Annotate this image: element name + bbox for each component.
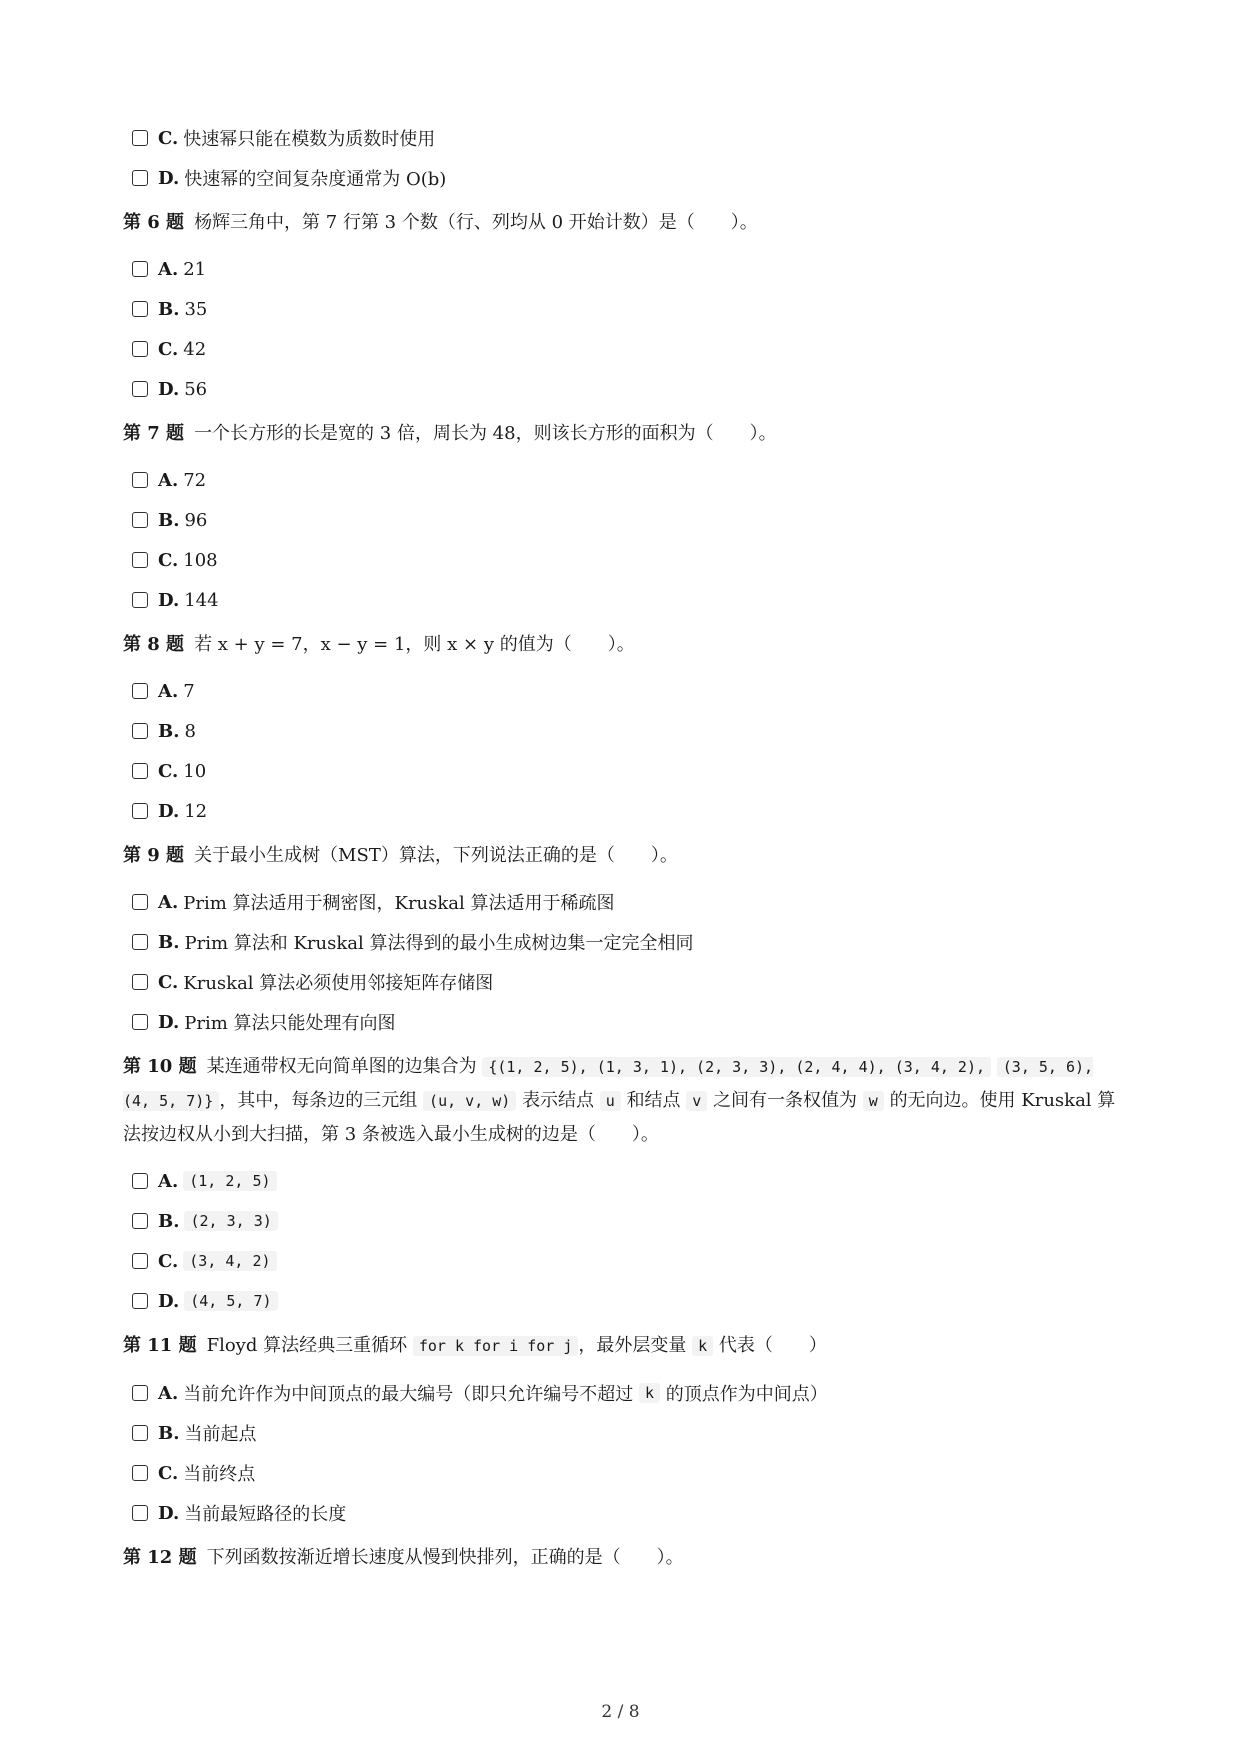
option-label: C. <box>158 549 179 571</box>
option-label: D. <box>158 1290 180 1312</box>
checkbox[interactable] <box>132 1505 148 1521</box>
q7-option-a[interactable] <box>123 460 1123 500</box>
option-code: (1, 2, 5) <box>183 1171 276 1191</box>
q8-option-a[interactable] <box>123 671 1123 711</box>
question-text: ，最外层变量 <box>578 1335 687 1356</box>
option-text: Prim 算法只能处理有向图 <box>184 1013 396 1034</box>
option-text: 21 <box>183 258 207 280</box>
checkbox[interactable] <box>132 552 148 568</box>
edge-set-code-cont: (3, 5, 6), (4, 5, 7)} <box>123 1058 1094 1110</box>
question-number: 第 6 题 <box>123 212 185 233</box>
option-label: B. <box>158 1422 180 1444</box>
question-number: 第 11 题 <box>123 1335 197 1356</box>
option-code: (3, 4, 2) <box>183 1251 276 1271</box>
option-text: 当前允许作为中间顶点的最大编号（即只允许编号不超过 <box>183 1384 634 1405</box>
checkbox[interactable] <box>132 512 148 528</box>
q8-option-b[interactable] <box>123 711 1123 751</box>
checkbox[interactable] <box>132 472 148 488</box>
option-c-prev[interactable] <box>123 118 1123 158</box>
option-text: 快速幂只能在模数为质数时使用 <box>183 129 436 150</box>
option-label: C. <box>158 338 179 360</box>
checkbox[interactable] <box>132 381 148 397</box>
question-number: 第 7 题 <box>123 423 185 444</box>
checkbox[interactable] <box>132 1425 148 1441</box>
option-text: 42 <box>183 338 207 360</box>
checkbox[interactable] <box>132 301 148 317</box>
question-text: ，其中，每条边的三元组 <box>219 1090 418 1111</box>
option-label: B. <box>158 298 180 320</box>
triple-code: (u, v, w) <box>423 1091 516 1111</box>
q11-option-d[interactable] <box>123 1493 1123 1533</box>
question-text: 下列函数按渐近增长速度从慢到快排列，正确的是（ ）。 <box>206 1547 684 1568</box>
question-text: 某连通带权无向简单图的边集合为 <box>206 1056 477 1077</box>
q10-option-d[interactable] <box>123 1281 1123 1321</box>
checkbox[interactable] <box>132 1213 148 1229</box>
checkbox[interactable] <box>132 1014 148 1030</box>
option-text: 96 <box>184 509 208 531</box>
question-text: 杨辉三角中，第 7 行第 3 个数（行、列均从 0 开始计数）是（ ）。 <box>194 212 758 233</box>
loop-code: for k for i for j <box>413 1336 579 1356</box>
checkbox[interactable] <box>132 1293 148 1309</box>
question-text: 表示结点 <box>522 1090 595 1111</box>
option-text: 的顶点作为中间点） <box>665 1384 828 1405</box>
option-text: Prim 算法适用于稠密图，Kruskal 算法适用于稀疏图 <box>183 893 615 914</box>
option-text: 108 <box>183 549 218 571</box>
q7-option-c[interactable] <box>123 540 1123 580</box>
option-text: 72 <box>183 469 207 491</box>
checkbox[interactable] <box>132 170 148 186</box>
q11-option-a[interactable] <box>123 1373 1123 1413</box>
question-text: 一个长方形的长是宽的 3 倍，周长为 48，则该长方形的面积为（ ）。 <box>194 423 777 444</box>
checkbox[interactable] <box>132 894 148 910</box>
q10-option-c[interactable] <box>123 1241 1123 1281</box>
option-code: (2, 3, 3) <box>184 1211 277 1231</box>
question-number: 第 12 题 <box>123 1547 197 1568</box>
option-label: B. <box>158 509 180 531</box>
q11-option-b[interactable] <box>123 1413 1123 1453</box>
question-number: 第 9 题 <box>123 845 185 866</box>
option-label: C. <box>158 971 179 993</box>
q9-option-c[interactable] <box>123 962 1123 1002</box>
option-label: D. <box>158 167 180 189</box>
q7-option-b[interactable] <box>123 500 1123 540</box>
checkbox[interactable] <box>132 261 148 277</box>
checkbox[interactable] <box>132 683 148 699</box>
q6-option-a[interactable] <box>123 249 1123 289</box>
question-7 <box>123 417 1123 450</box>
question-text: 代表（ ） <box>718 1335 827 1356</box>
option-label: A. <box>158 680 179 702</box>
option-label: D. <box>158 1011 180 1033</box>
edge-set-code: {(1, 2, 5), (1, 3, 1), (2, 3, 3), (2, 4, 4), (3, 4, 2), <box>482 1057 991 1077</box>
option-text: 当前起点 <box>184 1424 257 1445</box>
option-text: Kruskal 算法必须使用邻接矩阵存储图 <box>183 973 494 994</box>
option-text: 当前最短路径的长度 <box>184 1504 347 1525</box>
u-code: u <box>600 1091 621 1111</box>
q6-option-b[interactable] <box>123 289 1123 329</box>
checkbox[interactable] <box>132 592 148 608</box>
question-text: 和结点 <box>626 1090 681 1111</box>
option-label: C. <box>158 1250 179 1272</box>
question-6 <box>123 206 1123 239</box>
option-text: 12 <box>184 800 208 822</box>
question-12 <box>123 1541 1123 1574</box>
question-10 <box>123 1050 1123 1151</box>
checkbox[interactable] <box>132 1465 148 1481</box>
q9-option-d[interactable] <box>123 1002 1123 1042</box>
q8-option-d[interactable] <box>123 791 1123 831</box>
option-text: 56 <box>184 378 208 400</box>
option-label: D. <box>158 800 180 822</box>
k-code: k <box>692 1336 713 1356</box>
question-text: 关于最小生成树（MST）算法，下列说法正确的是（ ）。 <box>194 845 678 866</box>
checkbox[interactable] <box>132 803 148 819</box>
question-text: 若 x + y = 7，x − y = 1，则 x × y 的值为（ ）。 <box>194 634 635 655</box>
option-label: B. <box>158 931 180 953</box>
page-number: 2 / 8 <box>601 1702 640 1722</box>
question-text: 之间有一条权值为 <box>713 1090 858 1111</box>
option-label: B. <box>158 1210 180 1232</box>
option-label: A. <box>158 469 179 491</box>
option-text: 8 <box>184 720 196 742</box>
checkbox[interactable] <box>132 974 148 990</box>
option-text: 快速幂的空间复杂度通常为 O(b) <box>184 169 447 190</box>
option-label: D. <box>158 1502 180 1524</box>
option-label: D. <box>158 378 180 400</box>
question-8 <box>123 628 1123 661</box>
q10-option-b[interactable] <box>123 1201 1123 1241</box>
checkbox[interactable] <box>132 130 148 146</box>
question-text: 的无向边。使用 Kruskal 算法按边权从小到大扫描，第 3 条被选入最小生成树的边是（ ）。 <box>123 1090 1116 1145</box>
option-label: C. <box>158 760 179 782</box>
q6-option-c[interactable] <box>123 329 1123 369</box>
option-label: D. <box>158 589 180 611</box>
question-9 <box>123 839 1123 872</box>
w-code: w <box>863 1091 884 1111</box>
q10-option-a[interactable] <box>123 1161 1123 1201</box>
option-label: C. <box>158 1462 179 1484</box>
option-text: 当前终点 <box>183 1464 256 1485</box>
checkbox[interactable] <box>132 341 148 357</box>
checkbox[interactable] <box>132 1385 148 1401</box>
checkbox[interactable] <box>132 723 148 739</box>
option-label: A. <box>158 1170 179 1192</box>
checkbox[interactable] <box>132 763 148 779</box>
k-code: k <box>639 1383 660 1403</box>
option-d-prev[interactable] <box>123 158 1123 198</box>
question-text: Floyd 算法经典三重循环 <box>206 1335 408 1356</box>
question-list <box>123 118 1123 1584</box>
option-label: C. <box>158 127 179 149</box>
question-number: 第 8 题 <box>123 634 185 655</box>
option-text: 144 <box>184 589 219 611</box>
question-11 <box>123 1329 1123 1363</box>
checkbox[interactable] <box>132 1173 148 1189</box>
option-label: A. <box>158 258 179 280</box>
question-number: 第 10 题 <box>123 1056 197 1077</box>
option-label: A. <box>158 1382 179 1404</box>
option-text: Prim 算法和 Kruskal 算法得到的最小生成树边集一定完全相同 <box>184 933 694 954</box>
checkbox[interactable] <box>132 934 148 950</box>
q11-option-c[interactable] <box>123 1453 1123 1493</box>
option-code: (4, 5, 7) <box>184 1291 277 1311</box>
q6-option-d[interactable] <box>123 369 1123 409</box>
q8-option-c[interactable] <box>123 751 1123 791</box>
option-text: 7 <box>183 680 195 702</box>
checkbox[interactable] <box>132 1253 148 1269</box>
option-label: B. <box>158 720 180 742</box>
q7-option-d[interactable] <box>123 580 1123 620</box>
v-code: v <box>686 1091 707 1111</box>
option-text: 10 <box>183 760 207 782</box>
q9-option-b[interactable] <box>123 922 1123 962</box>
option-text: 35 <box>184 298 208 320</box>
q9-option-a[interactable] <box>123 882 1123 922</box>
option-label: A. <box>158 891 179 913</box>
